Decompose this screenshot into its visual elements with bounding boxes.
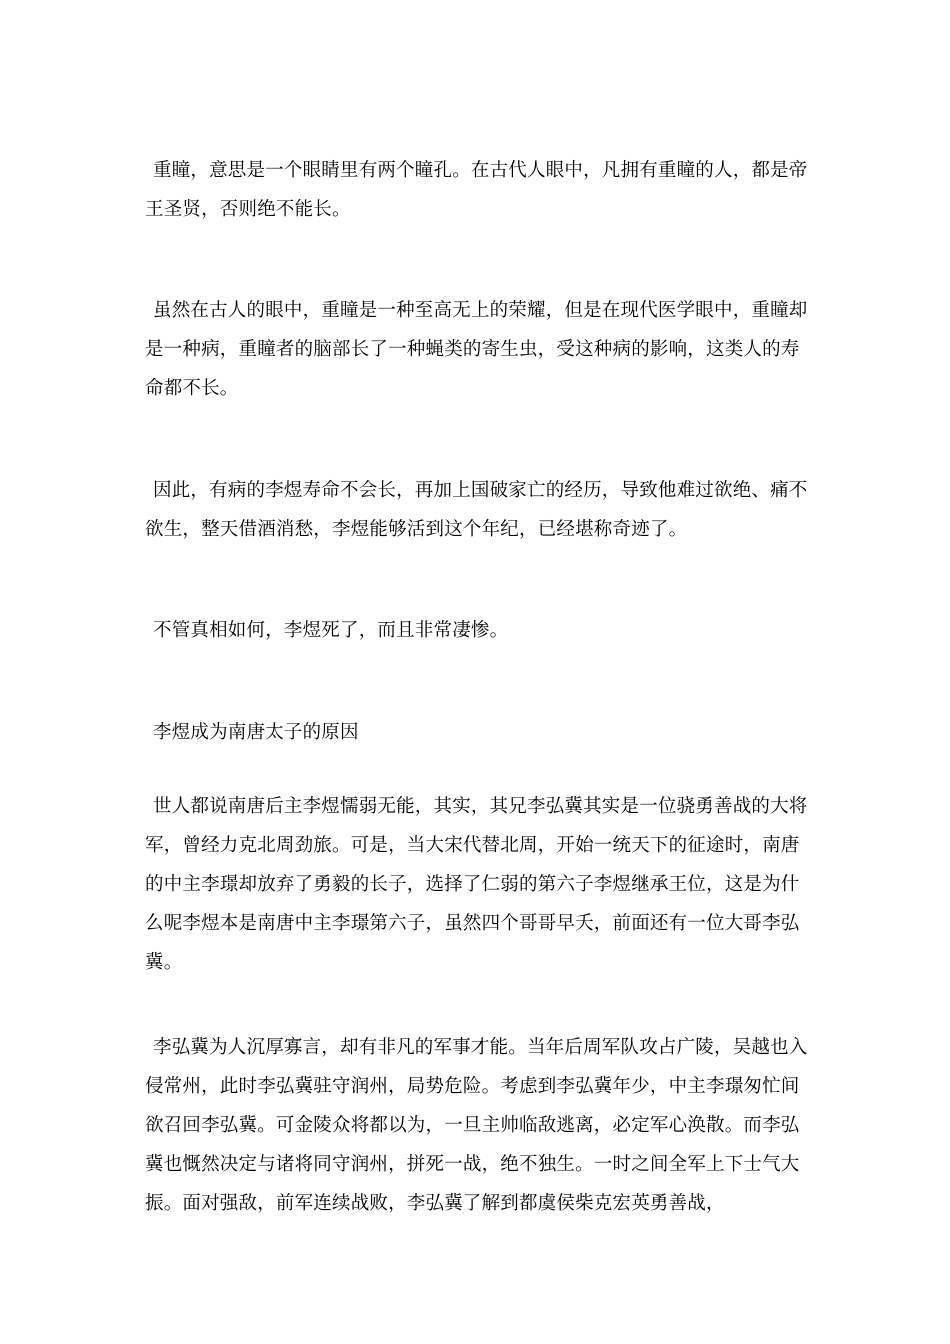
paragraph-text: 虽然在古人的眼中，重瞳是一种至高无上的荣耀，但是在现代医学眼中，重瞳却是一种病，重瞳者的脑部长了一种蝇类的寄生虫，受这种病的影响，这类人的寿命都不长。 bbox=[145, 300, 808, 399]
paragraph-double-pupil-medical-view bbox=[145, 291, 809, 408]
paragraph-text: 因此，有病的李煜寿命不会长，再加上国破家亡的经历，导致他难过欲绝、痛不欲生，整天借酒消愁，李煜能够活到这个年纪，已经堪称奇迹了。 bbox=[145, 480, 808, 540]
section-heading-text: 李煜成为南唐太子的原因 bbox=[153, 722, 359, 743]
paragraph-li-yu-lifespan bbox=[145, 471, 809, 549]
paragraph-text: 李弘冀为人沉厚寡言，却有非凡的军事才能。当年后周军队攻占广陵，吴越也入侵常州，此时李弘冀驻守润州，局势危险。考虑到李弘冀年少，中主李璟匆忙间欲召回李弘冀。可金陵众将都以为，一旦主帅临敌逃离，必定军心涣散。而李弘冀也慨然决定与诸将同守润州，拼死一战，绝不独生。一时之间全军上下士气大振。面对强敌，前军连续战败，李弘冀了解到都虞侯柴克宏英勇善战， bbox=[145, 1037, 808, 1214]
paragraph-li-hongji bbox=[145, 1028, 809, 1223]
paragraph-text: 不管真相如何，李煜死了，而且非常凄惨。 bbox=[153, 620, 509, 641]
section-heading bbox=[145, 713, 809, 752]
paragraph-text: 世人都说南唐后主李煜懦弱无能，其实，其兄李弘冀其实是一位骁勇善战的大将军，曾经力克北周劲旅。可是，当大宋代替北周，开始一统天下的征途时，南唐的中主李璟却放弃了勇毅的长子，选择了仁弱的第六子李煜继承王位，这是为什么呢李煜本是南唐中主李璟第六子，虽然四个哥哥早夭，前面还有一位大哥李弘冀。 bbox=[145, 796, 808, 973]
paragraph-text: 重瞳，意思是一个眼睛里有两个瞳孔。在古代人眼中，凡拥有重瞳的人，都是帝王圣贤，否则绝不能长。 bbox=[145, 160, 808, 220]
paragraph-succession bbox=[145, 787, 809, 982]
paragraph-li-yu-death bbox=[145, 611, 809, 650]
paragraph-double-pupil-definition bbox=[145, 151, 809, 229]
